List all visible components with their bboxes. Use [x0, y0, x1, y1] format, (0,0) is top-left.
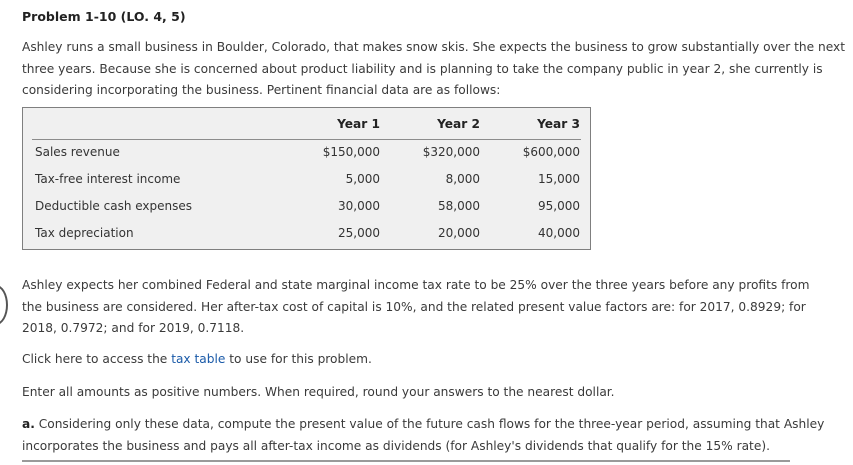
tax-rate-paragraph: Ashley expects her combined Federal and state marginal income tax rate to be 25% over the three years before any profits from the business are considered. Her after-tax cost of capital is 10%, and the related present value factors are: for 2017, 0.8929; for 2018, 0.7972; and for 2019, 0.7118.	[22, 278, 810, 335]
part-a-marker: a.	[22, 417, 35, 431]
cell-year-2: 8,000	[445, 172, 480, 186]
problem-title: Problem 1-10 (LO. 4, 5)	[22, 9, 186, 24]
intro-paragraph: Ashley runs a small business in Boulder, Colorado, that makes snow skis. She expects the business to grow substantially over the next three years. Because she is concerned about product liability and is planning to take the company public in year 2, she currently is considering incorporating the business. Pertinent financial data are as follows:	[22, 40, 846, 97]
cell-year-1: $150,000	[322, 145, 380, 159]
row-label: Tax depreciation	[35, 226, 134, 240]
header-year-3: Year 3	[537, 117, 580, 131]
table-row	[23, 145, 590, 165]
table-row	[23, 199, 590, 219]
header-year-1: Year 1	[337, 117, 380, 131]
tax-table-suffix: to use for this problem.	[225, 352, 372, 366]
row-label: Tax-free interest income	[35, 172, 181, 186]
tax-table-link[interactable]: tax table	[171, 352, 226, 366]
cell-year-1: 5,000	[345, 172, 380, 186]
cell-year-3: $600,000	[522, 145, 580, 159]
row-label: Sales revenue	[35, 145, 120, 159]
cell-year-3: 95,000	[538, 199, 580, 213]
table-row	[23, 226, 590, 246]
cell-year-2: 58,000	[438, 199, 480, 213]
cell-year-3: 40,000	[538, 226, 580, 240]
header-year-2: Year 2	[437, 117, 480, 131]
edge-arc-decoration	[0, 285, 8, 325]
part-a-text: Considering only these data, compute the present value of the future cash flows for the three-year period, assuming that Ashley incorporates the business and pays all after-tax income as dividends (for Ashley's dividends that qualify for the 15% rate).	[22, 417, 825, 453]
part-a-question	[22, 414, 837, 457]
tax-table-prefix: Click here to access the	[22, 352, 172, 366]
instruction-line: Enter all amounts as positive numbers. When required, round your answers to the nearest dollar.	[22, 385, 615, 399]
cell-year-1: 25,000	[338, 226, 380, 240]
cell-year-1: 30,000	[338, 199, 380, 213]
cell-year-2: 20,000	[438, 226, 480, 240]
header-divider	[32, 139, 581, 140]
financial-data-table	[22, 107, 591, 250]
tax-table-line	[22, 352, 372, 366]
table-row	[23, 172, 590, 192]
cell-year-3: 15,000	[538, 172, 580, 186]
answer-table-top-edge	[22, 460, 790, 462]
row-label: Deductible cash expenses	[35, 199, 193, 213]
cell-year-2: $320,000	[422, 145, 480, 159]
